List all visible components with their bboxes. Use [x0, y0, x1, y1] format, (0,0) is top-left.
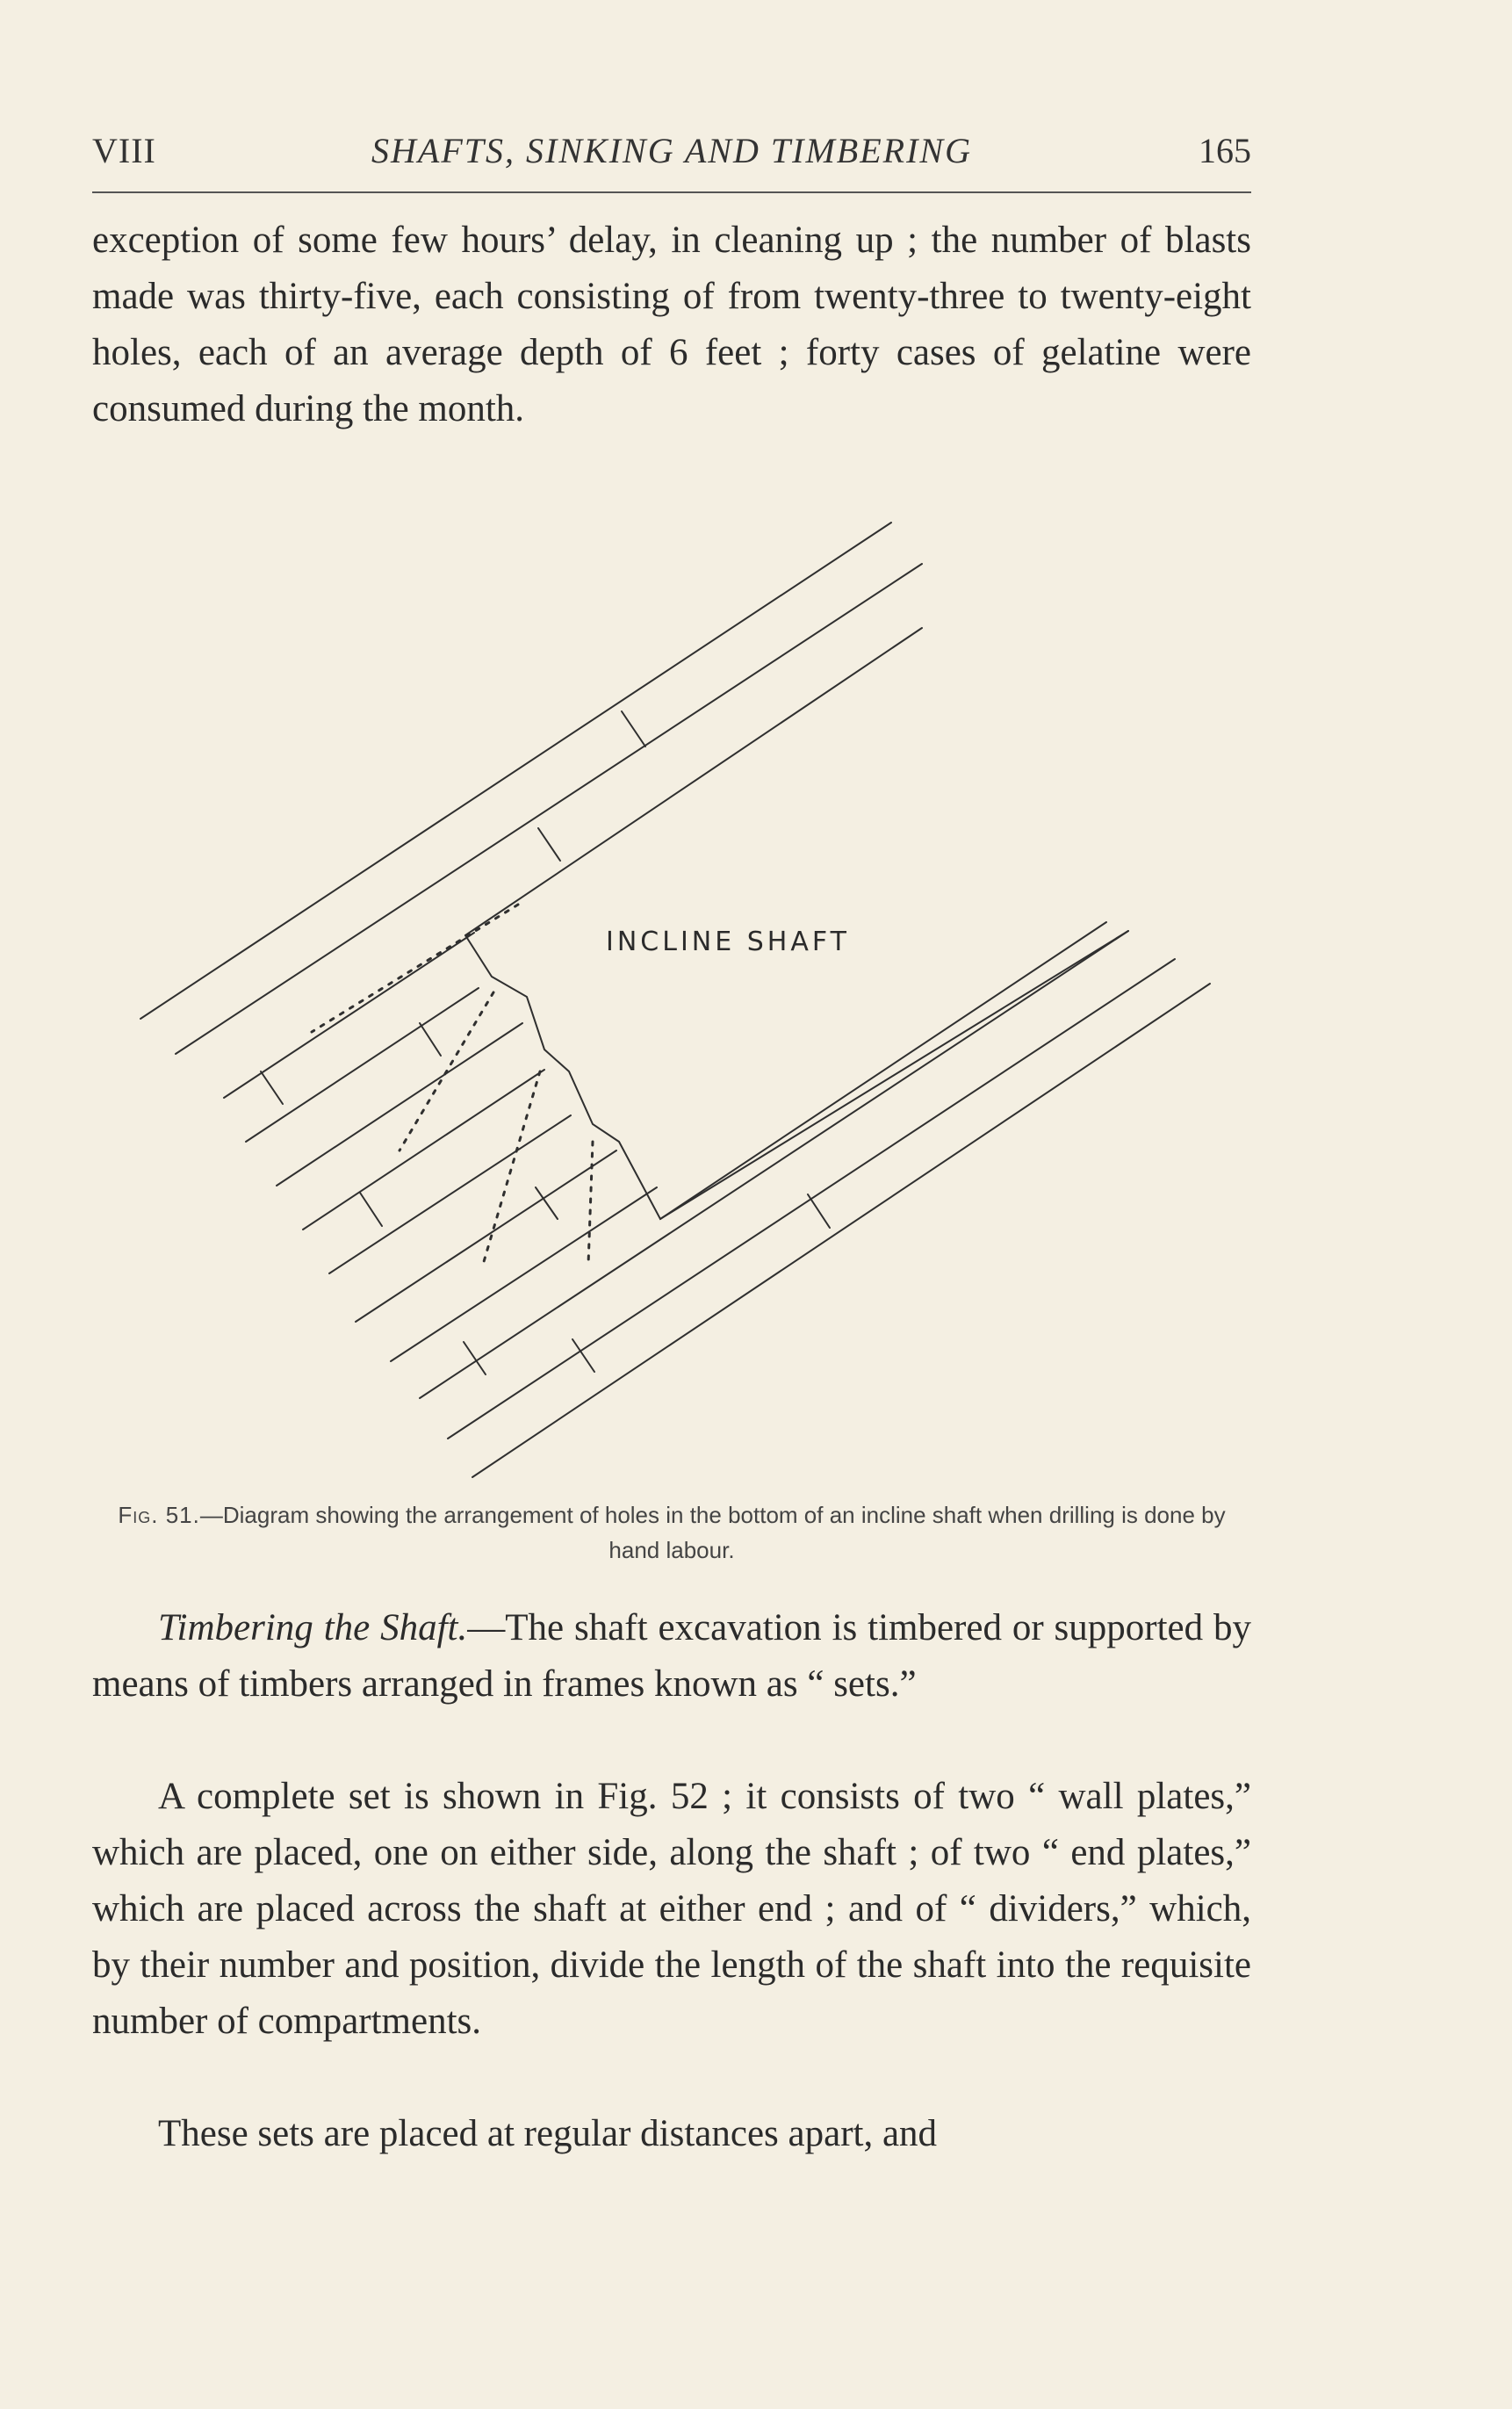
incline-shaft-diagram [0, 509, 1512, 1502]
drill-hole-2 [400, 992, 493, 1150]
stratum-line-9 [391, 1187, 657, 1361]
stratum-line-8 [356, 1150, 616, 1322]
page-number: 165 [1199, 131, 1251, 170]
stratum-line-2 [176, 564, 922, 1054]
running-title: SHAFTS, SINKING AND TIMBERING [371, 131, 972, 170]
shaft-roof-line [465, 628, 922, 935]
section-number: VIII [92, 131, 156, 170]
figure-incline-shaft [0, 509, 1512, 1502]
shaft-floor-line [660, 922, 1106, 1219]
figure-caption [92, 1497, 1251, 1568]
running-head [92, 130, 1251, 174]
drill-hole-4 [588, 1142, 593, 1265]
paragraph-opening: exception of some few hours’ delay, in cleaning up ; the number of blasts made was thirty-five, each consisting of from twenty-three to twenty-eight holes, each of an average depth of 6 feet ; forty cases of gelatine were consumed during the month. [92, 220, 1251, 429]
set-tick [360, 1193, 382, 1226]
stratum-line-12 [472, 984, 1210, 1477]
caption-text: —Diagram showing the arrangement of holes in the bottom of an incline shaft when drilling is done by hand labour. [199, 1502, 1226, 1563]
header-rule [92, 191, 1251, 193]
paragraph-complete-set: A complete set is shown in Fig. 52 ; it consists of two “ wall plates,” which are placed, one on either side, along the shaft ; of two “ end plates,” which are placed across the shaft at either end ; and of “ dividers,” which, by their number and position, divide the length of the shaft into the requisite number of compartments. [92, 1776, 1251, 2042]
set-tick [464, 1342, 486, 1374]
timbering-heading: Timbering the Shaft. [158, 1607, 468, 1648]
paragraph-timbering [92, 1600, 1251, 1713]
stratum-line-7 [329, 1115, 571, 1273]
stratum-line-5 [277, 1023, 522, 1186]
paragraph-sets-placed: These sets are placed at regular distances apart, and [158, 2113, 938, 2154]
set-tick [420, 1023, 441, 1056]
set-tick [808, 1194, 830, 1228]
stratum-line-4 [246, 988, 479, 1142]
stratum-line-10 [420, 931, 1128, 1398]
set-tick [261, 1071, 283, 1104]
timbering-body: —The shaft excavation is timbered or supported by means of timbers arranged in frames known as “ sets.” [92, 1607, 1251, 1705]
set-tick [622, 711, 645, 747]
set-tick [538, 828, 560, 861]
stratum-line-6 [303, 1070, 544, 1230]
diagram-label: INCLINE SHAFT [606, 927, 850, 957]
caption-figure-number: Fig. 51. [118, 1502, 200, 1528]
